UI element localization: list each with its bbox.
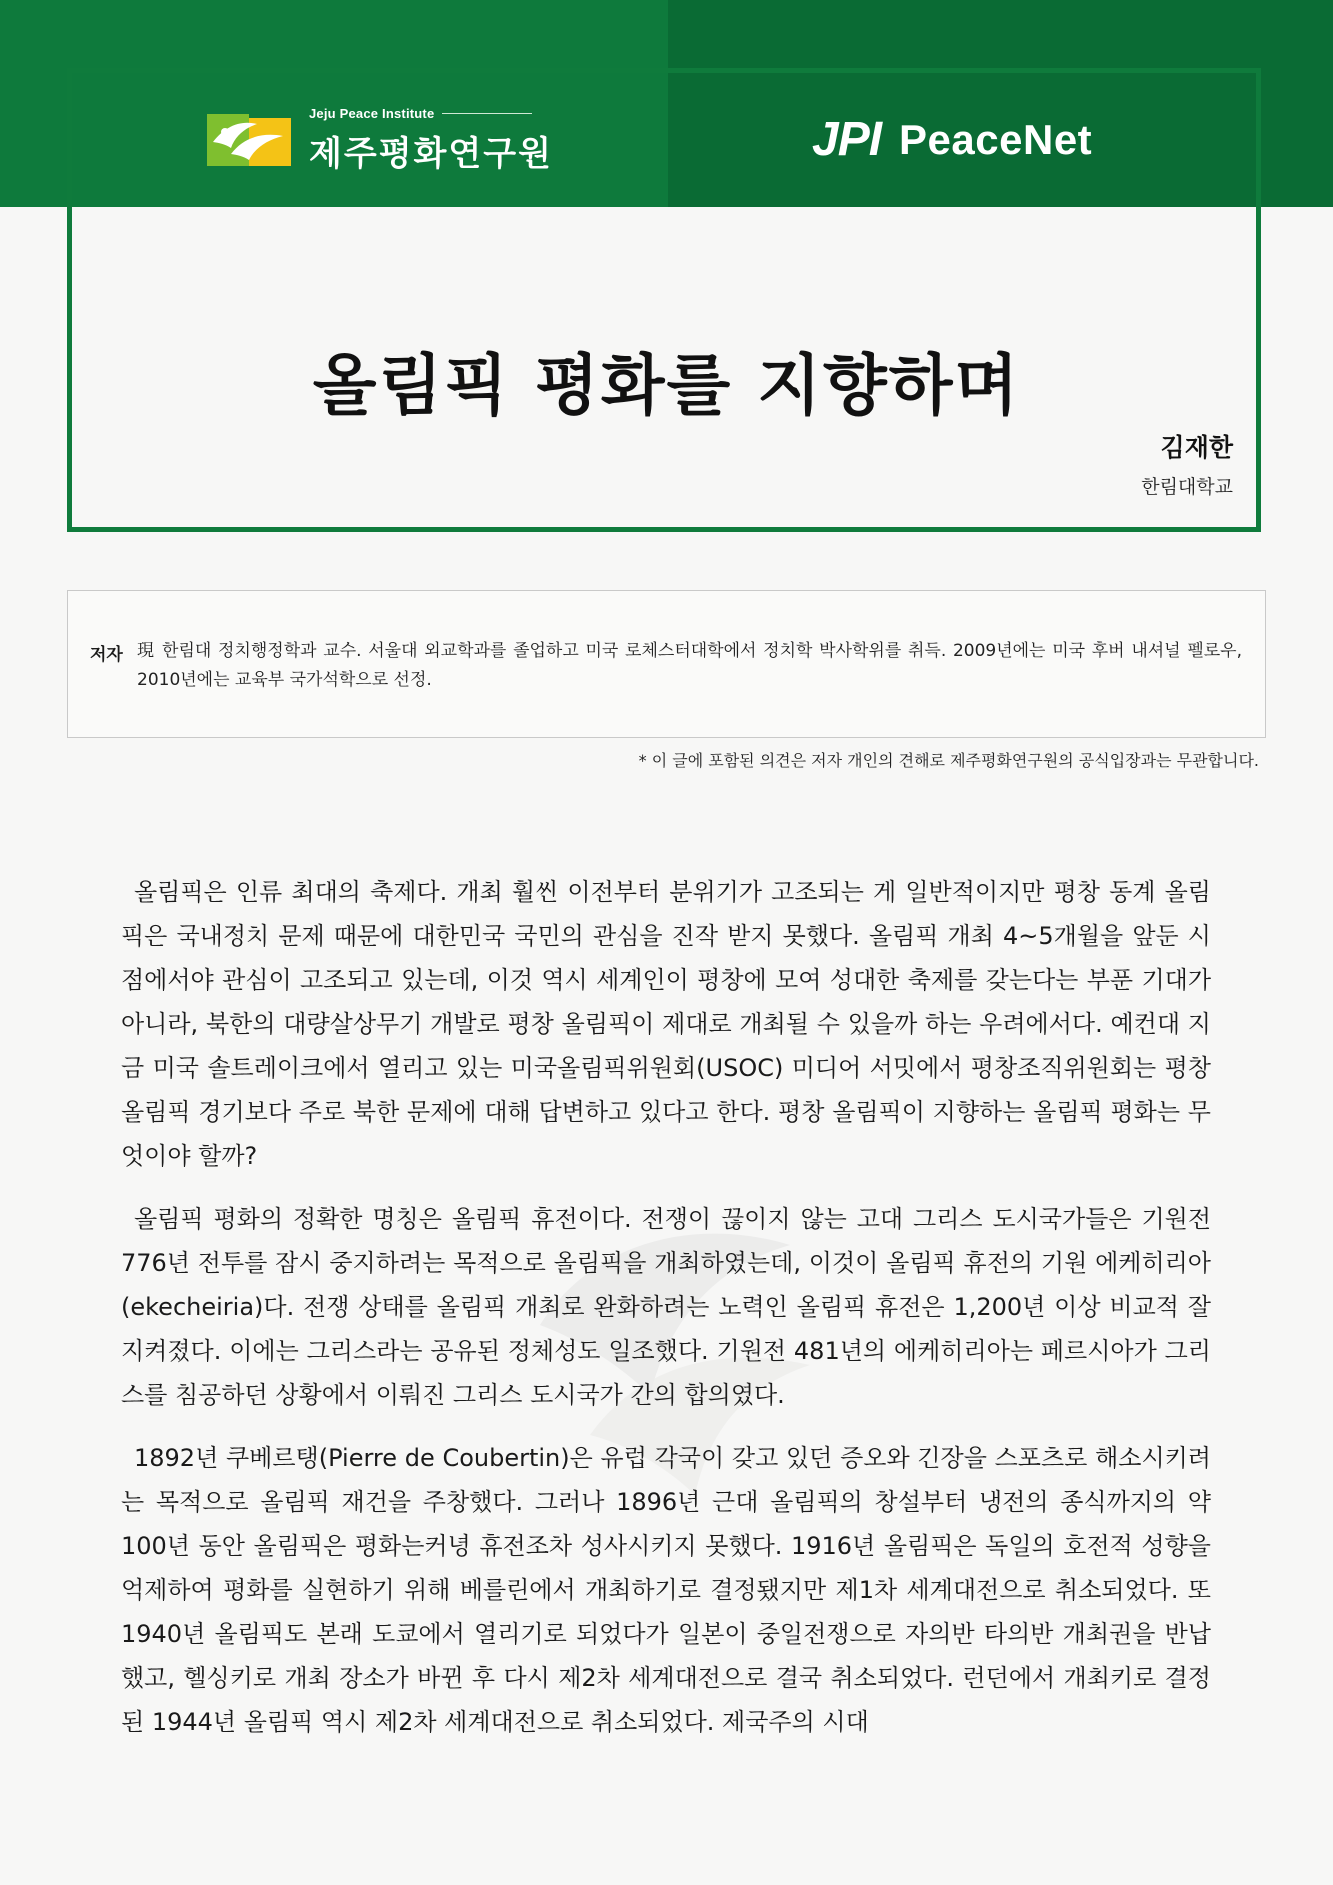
peacenet-wordmark: PeaceNet (899, 115, 1093, 163)
disclaimer: * 이 글에 포함된 의견은 저자 개인의 견해로 제주평화연구원의 공식입장과는 무관합니다. (638, 751, 1259, 770)
institute-name-en (309, 106, 553, 121)
institute-name-en-text: Jeju Peace Institute (309, 105, 435, 121)
body-paragraph-3: 1892년 쿠베르탱(Pierre de Coubertin)은 유럽 각국이 갖고 있던 증오와 긴장을 스포츠로 해소시키려는 목적으로 올림픽 재건을 주창했다. 그러나 1896년 근대 올림픽의 창설부터 냉전의 종식까지의 약 100년 동안 올림픽은 평화는커녕 휴전조차 성사시키지 못했다. 1916년 올림픽은 독일의 호전적 성향을 억제하여 평화를 실현하기 위해 베를린에서 개최하기로 결정됐지만 제1차 세계대전으로 취소되었다. 또 1940년 올림픽도 본래 도쿄에서 열리기로 되었다가 일본이 중일전쟁으로 자의반 타의반 개최권을 반납했고, 헬싱키로 개최 장소가 바뀐 후 다시 제2차 세계대전으로 결국 취소되었다. 런던에서 개최키로 결정된 1944년 올림픽 역시 제2차 세계대전으로 취소되었다. 제국주의 시대 (121, 1444, 1211, 1736)
body-paragraph-1: 올림픽은 인류 최대의 축제다. 개최 훨씬 이전부터 분위기가 고조되는 게 일반적이지만 평창 동계 올림픽은 국내정치 문제 때문에 대한민국 국민의 관심을 진작 받지 못했다. 올림픽 개최 4~5개월을 앞둔 시점에서야 관심이 고조되고 있는데, 이것 역시 세계인이 평창에 모여 성대한 축제를 갖는다는 부푼 기대가 아니라, 북한의 대량살상무기 개발로 평창 올림픽이 제대로 개최될 수 있을까 하는 우려에서다. 예컨대 지금 미국 솔트레이크에서 열리고 있는 미국올림픽위원회(USOC) 미디어 서밋에서 평창조직위원회는 평창 올림픽 경기보다 주로 북한 문제에 대해 답변하고 있다고 한다. 평창 올림픽이 지향하는 올림픽 평화는 무엇이야 할까? (121, 878, 1211, 1170)
jeju-peace-institute-logo (205, 105, 553, 175)
bio-label: 저자 (90, 645, 123, 665)
body-paragraph-2: 올림픽 평화의 정확한 명칭은 올림픽 휴전이다. 전쟁이 끊이지 않는 고대 그리스 도시국가들은 기원전 776년 전투를 잠시 중지하려는 목적으로 올림픽을 개최하였는데, 이것이 올림픽 휴전의 기원 에케히리아(ekecheiria)다. 전쟁 상태를 올림픽 개최로 완화하려는 노력인 올림픽 휴전은 1,200년 이상 비교적 잘 지켜졌다. 이에는 그리스라는 공유된 정체성도 일조했다. 기원전 481년의 에케히리아는 페르시아가 그리스를 침공하던 상황에서 이뤄진 그리스 도시국가 간의 합의였다. (121, 1205, 1211, 1409)
logo-divider (442, 113, 532, 114)
article-title: 올림픽 평화를 지향하며 (312, 347, 1021, 424)
author-affiliation: 한림대학교 (1141, 476, 1233, 498)
dove-logo-icon (205, 108, 295, 172)
institute-name (309, 106, 553, 175)
peacenet-logo (812, 112, 1092, 167)
article-body (121, 870, 1211, 1763)
jpi-mark: JPI (812, 113, 882, 166)
institute-name-ko: 제주평화연구원 (309, 133, 553, 174)
bio-text: 現 한림대 정치행정학과 교수. 서울대 외교학과를 졸업하고 미국 로체스터대학에서 정치학 박사학위를 취득. 2009년에는 미국 후버 내셔널 펠로우, 2010년에는 교육부 국가석학으로 선정. (137, 641, 1242, 690)
author-name: 김재한 (1160, 433, 1233, 462)
